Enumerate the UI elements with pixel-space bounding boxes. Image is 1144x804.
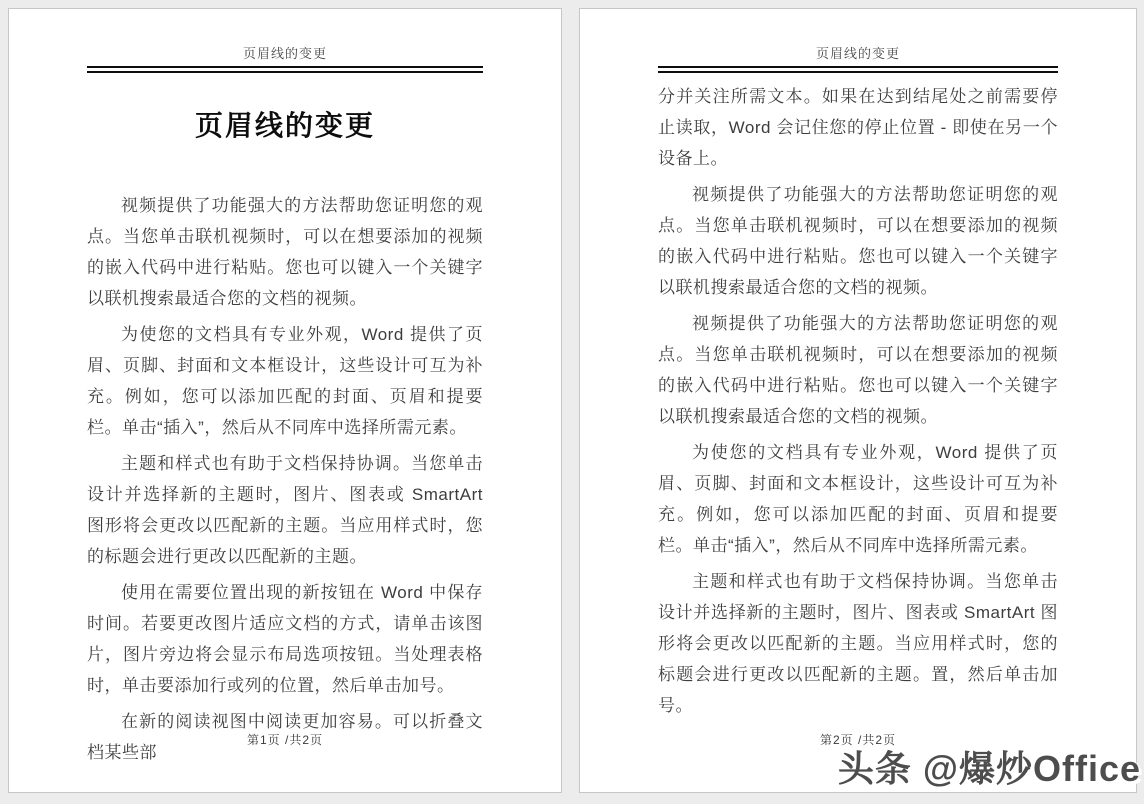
body-paragraph: 在新的阅读视图中阅读更加容易。可以折叠文档某些部 <box>87 712 483 762</box>
page-1-footer: 第1页 /共2页 <box>246 733 324 747</box>
body-paragraph: 视频提供了功能强大的方法帮助您证明您的观点。当您单击联机视频时，可以在想要添加的视频的嵌入代码中进行粘贴。您也可以键入一个关键字以联机搜索最适合您的文档的视频。 <box>658 314 1058 426</box>
page-header-text: 页眉线的变更 <box>242 46 327 61</box>
header-double-rule <box>658 66 1058 73</box>
document-page-2 <box>579 8 1137 793</box>
body-paragraph: 使用在需要位置出现的新按钮在 Word 中保存时间。若要更改图片适应文档的方式，请单击该图片，图片旁边将会显示布局选项按钮。当处理表格时，单击要添加行或列的位置，然后单击加号。 <box>87 583 483 695</box>
body-paragraph: 分并关注所需文本。如果在达到结尾处之前需要停止读取，Word 会记住您的停止位置 - 即使在另一个设备上。 <box>658 87 1058 168</box>
header-double-rule <box>87 66 483 73</box>
body-paragraph: 视频提供了功能强大的方法帮助您证明您的观点。当您单击联机视频时，可以在想要添加的视频的嵌入代码中进行粘贴。您也可以键入一个关键字以联机搜索最适合您的文档的视频。 <box>658 185 1058 297</box>
page-2-footer: 第2页 /共2页 <box>819 733 897 747</box>
page-2-content <box>580 9 1136 792</box>
page-2-body <box>658 81 1058 721</box>
body-paragraph: 视频提供了功能强大的方法帮助您证明您的观点。当您单击联机视频时，可以在想要添加的视频的嵌入代码中进行粘贴。您也可以键入一个关键字以联机搜索最适合您的文档的视频。 <box>87 196 483 308</box>
document-page-1 <box>8 8 562 793</box>
page-1-body <box>87 190 483 768</box>
watermark-text: 头条 @爆炒Office <box>837 748 1141 789</box>
document-title: 页眉线的变更 <box>194 110 375 141</box>
page-1-content <box>9 9 561 792</box>
body-paragraph: 主题和样式也有助于文档保持协调。当您单击设计并选择新的主题时，图片、图表或 SmartArt 图形将会更改以匹配新的主题。当应用样式时，您的标题会进行更改以匹配新的主题。置，然后单击加号。 <box>658 572 1058 715</box>
body-paragraph: 为使您的文档具有专业外观，Word 提供了页眉、页脚、封面和文本框设计，这些设计可互为补充。例如，您可以添加匹配的封面、页眉和提要栏。单击“插入”，然后从不同库中选择所需元素。 <box>87 325 483 437</box>
body-paragraph: 为使您的文档具有专业外观，Word 提供了页眉、页脚、封面和文本框设计，这些设计可互为补充。例如，您可以添加匹配的封面、页眉和提要栏。单击“插入”，然后从不同库中选择所需元素。 <box>658 443 1058 555</box>
page-header-text: 页眉线的变更 <box>815 46 900 61</box>
body-paragraph: 主题和样式也有助于文档保持协调。当您单击设计并选择新的主题时，图片、图表或 SmartArt 图形将会更改以匹配新的主题。当应用样式时，您的标题会进行更改以匹配新的主题。 <box>87 454 483 566</box>
